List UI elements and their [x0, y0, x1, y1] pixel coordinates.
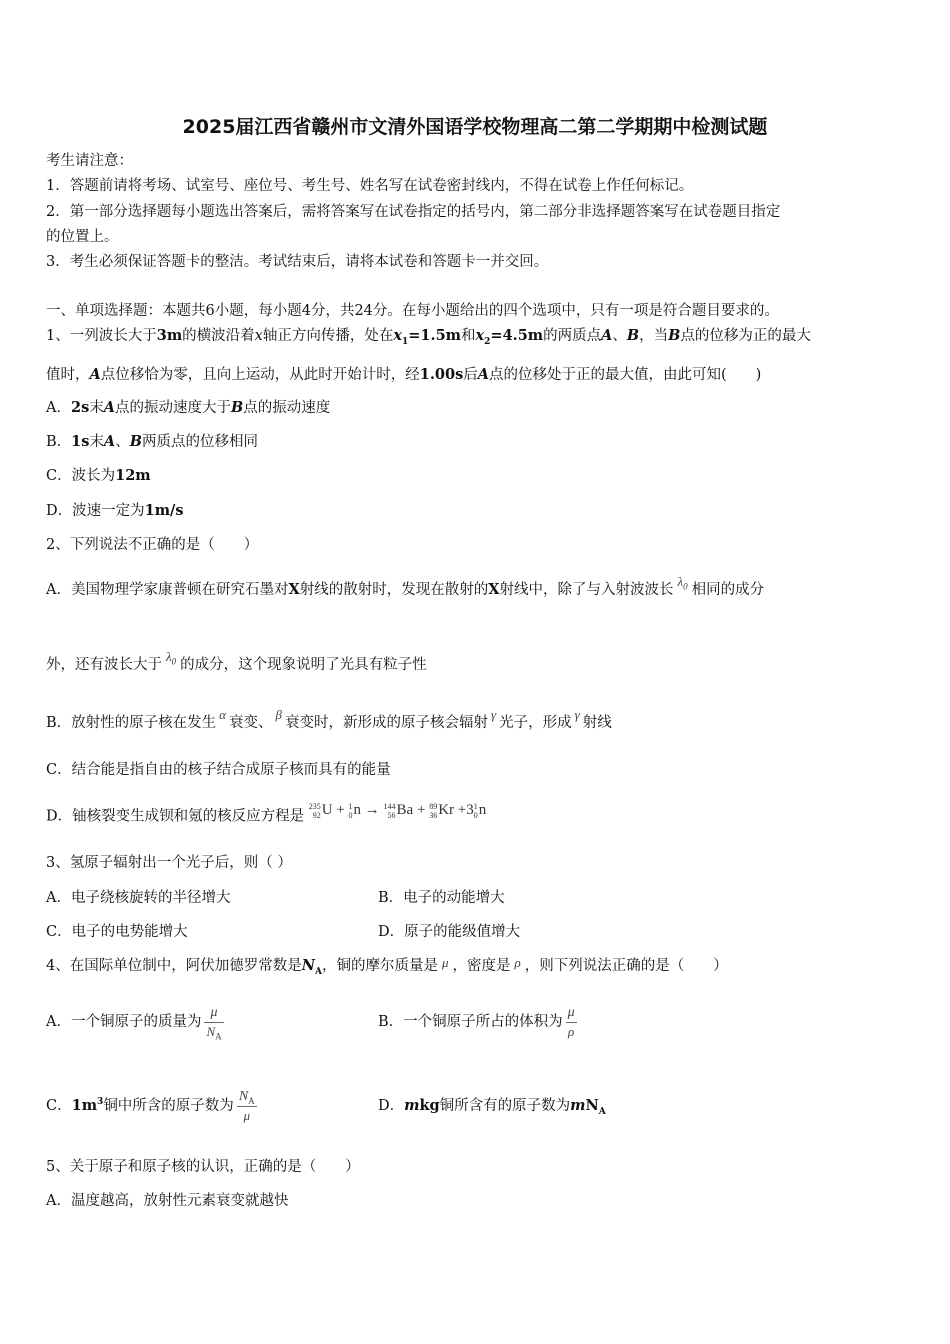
text: B	[668, 327, 681, 344]
text: 89	[429, 801, 438, 811]
text: 点的位移为正的最大	[680, 328, 811, 344]
text: 3m	[156, 327, 183, 344]
text: A．	[46, 400, 71, 416]
q1-stem-line1	[46, 327, 811, 345]
text: 1	[348, 801, 353, 811]
text: D．波速一定为	[46, 503, 145, 519]
gamma-symbol: γ	[574, 707, 580, 722]
q4-option-d	[378, 1083, 606, 1129]
text: n	[478, 802, 487, 818]
q3-option-c: C．电子的电势能增大	[46, 924, 188, 940]
text: 点的振动速度大于	[115, 400, 232, 416]
text: 和	[461, 328, 476, 344]
q5-option-a: A．温度越高，放射性元素衰变就越快	[46, 1193, 289, 1209]
q3-option-a: A．电子绕核旋转的半径增大	[46, 890, 231, 906]
q5-stem: 5、关于原子和原子核的认识，正确的是（ ）	[46, 1159, 360, 1175]
text: B．一个铜原子所占的体积为	[378, 1014, 563, 1030]
notice-item-2-cont: 的位置上。	[46, 229, 119, 245]
isotope-index	[384, 802, 396, 820]
text: D．	[378, 1098, 405, 1114]
mu-symbol: μ	[441, 955, 449, 970]
text: A．一个铜原子的质量为	[46, 1014, 202, 1030]
text: =4.5m	[490, 327, 544, 344]
text: 的两质点	[543, 328, 602, 344]
text: 的横波沿着	[182, 328, 255, 344]
text: =1.5m	[408, 327, 461, 344]
text: 1.00s	[419, 366, 464, 383]
text: m	[570, 1097, 586, 1114]
text: Kr	[438, 802, 455, 818]
text: 1s	[71, 433, 90, 450]
text: N	[301, 957, 315, 974]
text: A	[248, 1095, 255, 1106]
text: Ba	[396, 802, 414, 818]
text: C．	[46, 1098, 72, 1114]
text: 轴正方向传播，处在	[262, 328, 394, 344]
text: U	[321, 802, 333, 818]
text: 1	[402, 336, 409, 347]
text: +	[416, 802, 426, 818]
text: A	[598, 1106, 606, 1117]
text: 末	[89, 434, 104, 450]
text: ，当	[639, 328, 669, 344]
text: m	[404, 1097, 420, 1114]
text: +	[457, 802, 467, 818]
text: B	[129, 433, 142, 450]
isotope-index	[309, 802, 321, 820]
text	[204, 1022, 223, 1041]
text: N	[206, 1023, 216, 1039]
text: 36	[429, 810, 438, 820]
text: 点的振动速度	[243, 400, 331, 416]
q1-stem-line2	[46, 366, 761, 384]
text: X	[288, 581, 300, 598]
text: 56	[387, 810, 396, 820]
text: 射线的散射时，发现在散射的	[299, 582, 489, 598]
q4-option-a	[46, 999, 227, 1045]
q3-option-d: D．原子的能级值增大	[378, 924, 521, 940]
text: B	[626, 327, 640, 344]
notice-item-2: 2．第一部分选择题每小题选出答案后，需将答案写在试卷指定的括号内，第二部分非选择题答案写在试卷题目指定	[46, 204, 781, 220]
text: A	[89, 366, 101, 383]
q3-stem: 3、氢原子辐射出一个光子后，则（ ）	[46, 855, 292, 871]
text: λ	[166, 649, 172, 664]
text: D．铀核裂变生成钡和氪的核反应方程是	[46, 808, 305, 825]
text: 射线中，除了与入射波波长	[499, 582, 674, 598]
text: A	[601, 327, 613, 344]
text: 2	[484, 336, 491, 347]
gamma-symbol: γ	[490, 707, 497, 722]
text: ，则下列说法正确的是（ ）	[524, 958, 728, 974]
fission-equation	[309, 801, 487, 820]
text: 衰变、	[228, 715, 273, 731]
text: ，密度是	[452, 958, 511, 974]
text: 两质点的位移相同	[141, 434, 258, 450]
fraction	[204, 1004, 223, 1041]
q4-stem	[46, 957, 728, 975]
text: B．	[46, 434, 72, 450]
q1-option-a	[46, 399, 330, 417]
isotope-index	[474, 802, 478, 820]
text: 光子，形成	[499, 715, 572, 731]
q4-option-c	[46, 1083, 260, 1129]
q2-option-b	[46, 707, 612, 732]
notice-item-3: 3．考生必须保证答题卡的整洁。考试结束后，请将本试卷和答题卡一并交回。	[46, 254, 549, 270]
text: A	[215, 1031, 222, 1042]
text: 、	[115, 434, 130, 450]
text: 、	[612, 328, 627, 344]
isotope-index	[429, 802, 437, 820]
q1-option-d	[46, 502, 184, 520]
page-title: 2025届江西省赣州市文清外国语学校物理高二第二学期期中检测试题	[182, 116, 768, 138]
text: X	[488, 581, 500, 598]
text: +	[336, 802, 345, 818]
fraction	[237, 1088, 257, 1125]
text: C．波长为	[46, 468, 116, 484]
text: 92	[312, 810, 321, 820]
text: kg	[419, 1097, 440, 1114]
q2-stem: 2、下列说法不正确的是（ ）	[46, 537, 259, 553]
text: 铜中所含的原子数为	[103, 1098, 234, 1114]
text: 1m	[71, 1097, 98, 1114]
text: 3	[466, 802, 474, 818]
lambda-symbol	[166, 649, 177, 667]
q2-option-d	[46, 801, 487, 826]
text: 外，还有波长大于	[46, 657, 162, 673]
text: A	[103, 399, 116, 416]
text: n	[353, 802, 362, 818]
text: 1m/s	[144, 502, 184, 519]
q2-option-c: C．结合能是指自由的核子结合成原子核而具有的能量	[46, 762, 391, 778]
text: 衰变时，新形成的原子核会辐射	[284, 715, 488, 731]
text: 1、一列波长大于	[46, 328, 157, 344]
text: μ	[210, 1004, 218, 1020]
q1-option-c	[46, 467, 151, 485]
text: ，铜的摩尔质量是	[321, 958, 438, 974]
lambda-symbol	[677, 574, 688, 592]
q2-option-a	[46, 574, 765, 599]
notice-item-1: 1．答题前请将考场、试室号、座位号、考生号、姓名写在试卷密封线内，不得在试卷上作任何标记。	[46, 178, 694, 194]
isotope-index	[349, 802, 353, 820]
text: A	[477, 366, 490, 383]
text: 点的位移处于正的最大值，由此可知( )	[489, 367, 762, 383]
text: x	[393, 327, 403, 344]
q4-option-b	[378, 999, 580, 1045]
text: 射线	[582, 715, 612, 731]
text: ρ	[566, 1022, 577, 1041]
section-heading: 一、单项选择题：本题共6小题，每小题4分，共24分。在每小题给出的四个选项中，只有一项是符合题目要求的。	[46, 303, 779, 319]
text: 值时，	[46, 367, 90, 383]
text: 4、在国际单位制中，阿伏加德罗常数是	[46, 958, 302, 974]
text: 3	[97, 1097, 104, 1108]
alpha-symbol: α	[219, 707, 226, 722]
text: μ	[567, 1004, 575, 1020]
text	[237, 1088, 257, 1106]
q1-option-b	[46, 433, 258, 451]
text: λ	[677, 574, 684, 589]
text: 铜所含有的原子数为	[439, 1098, 571, 1114]
text: A．美国物理学家康普顿在研究石墨对	[46, 582, 289, 598]
text: 后	[463, 367, 478, 383]
text: N	[238, 1088, 249, 1104]
text: N	[585, 1097, 599, 1114]
text: 0	[348, 810, 353, 820]
rho-symbol: ρ	[514, 955, 521, 970]
text: 0	[171, 656, 177, 667]
text: 末	[89, 400, 104, 416]
text: μ	[237, 1106, 257, 1125]
text: 2s	[70, 399, 90, 416]
q2-option-a-cont	[46, 649, 427, 674]
text: 144	[383, 801, 396, 811]
text: 相同的成分	[691, 582, 765, 598]
notice-heading: 考生请注意：	[46, 153, 133, 169]
text: 0	[473, 810, 478, 820]
text: 0	[683, 581, 688, 592]
text: x	[254, 328, 263, 344]
arrow-icon: →	[364, 802, 380, 818]
text: B	[231, 399, 244, 416]
q3-option-b: B．电子的动能增大	[378, 890, 505, 906]
text: 点位移恰为零，且向上运动，从此时开始计时，经	[100, 367, 420, 383]
text: B．放射性的原子核在发生	[46, 715, 217, 731]
text: 12m	[115, 467, 151, 484]
text: 235	[308, 801, 321, 811]
text: A	[103, 433, 116, 450]
text: x	[475, 327, 485, 344]
text: 1	[473, 801, 478, 811]
text: A	[315, 966, 322, 977]
beta-symbol: β	[275, 707, 282, 722]
text: 的成分，这个现象说明了光具有粒子性	[180, 657, 427, 673]
fraction	[566, 1004, 577, 1041]
